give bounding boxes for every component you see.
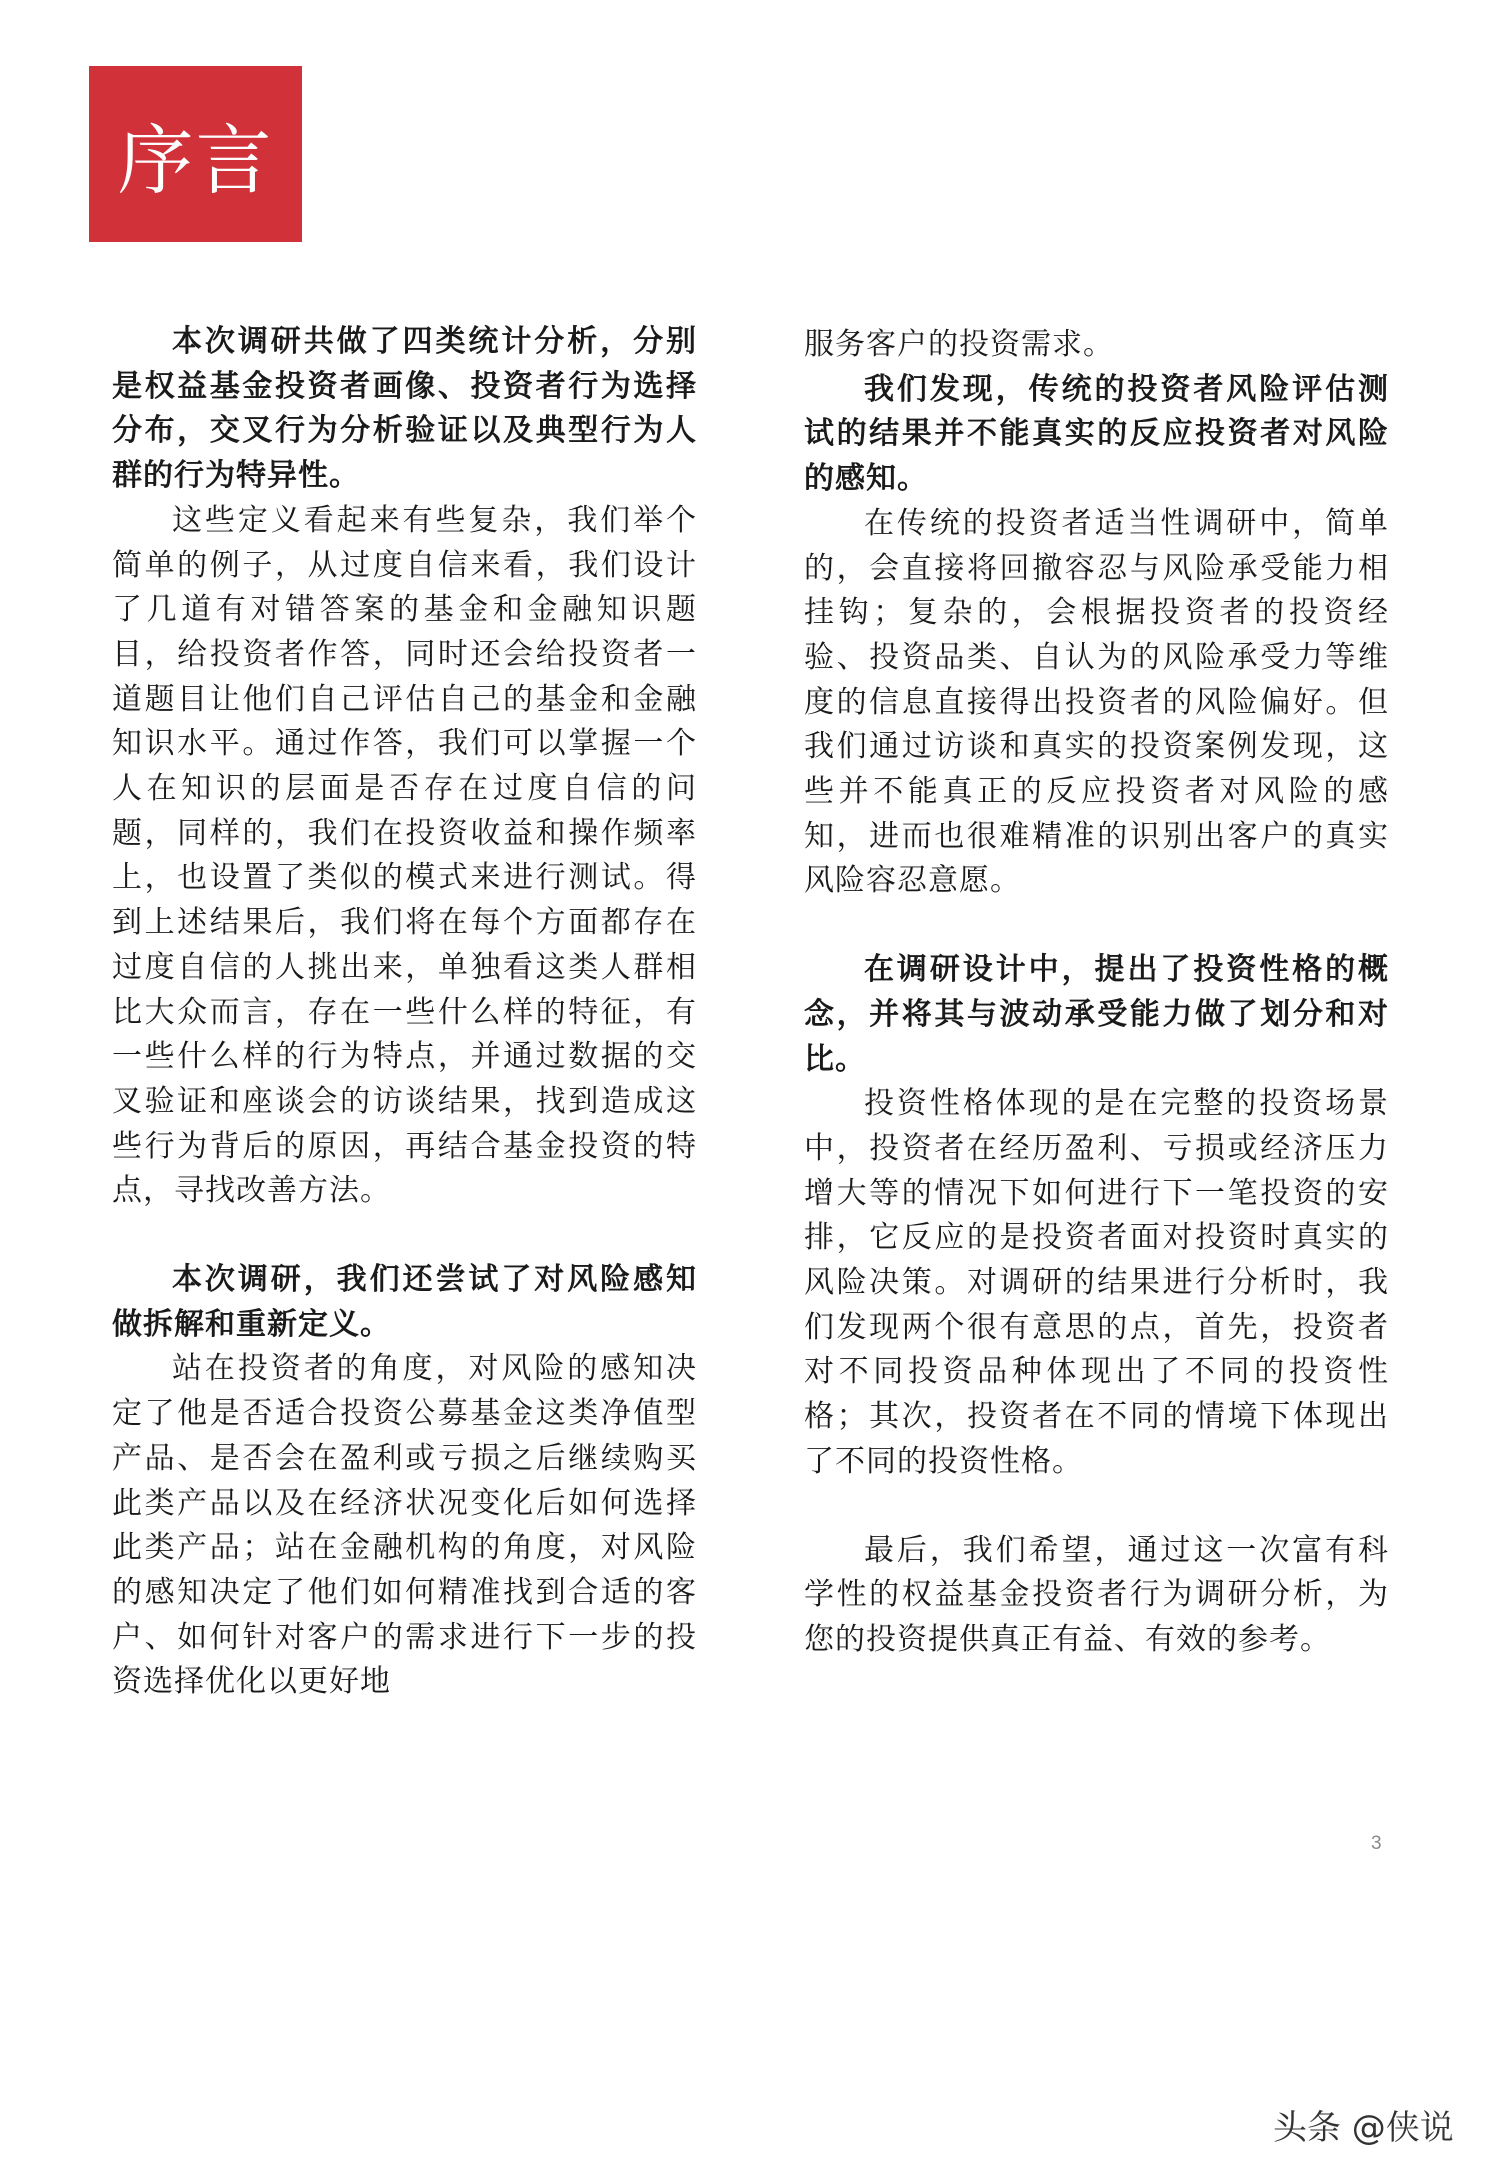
paragraph-gap [804, 1485, 1389, 1529]
paragraph: 在传统的投资者适当性调研中，简单的，会直接将回撤容忍与风险承受能力相挂钩；复杂的，会根据投资者的投资经验、投资品类、自认为的风险承受力等维度的信息直接得出投资者的风险偏好。但我们通过访谈和真实的投资案例发现，这些并不能真正的反应投资者对风险的感知，进而也很难精准的识别出客户的真实风险容忍意愿。 [804, 505, 1389, 899]
paragraph: 最后，我们希望，通过这一次富有科学性的权益基金投资者行为调研分析，为您的投资提供真正有益、有效的参考。 [804, 1532, 1389, 1657]
section-title: 序言 [89, 66, 302, 242]
right-column [804, 323, 1389, 1663]
paragraph: 本次调研共做了四类统计分析，分别是权益基金投资者画像、投资者行为选择分布，交叉行为分析验证以及典型行为人群的行为特异性。 [112, 324, 697, 494]
paragraph: 这些定义看起来有些复杂，我们举个简单的例子，从过度自信来看，我们设计了几道有对错答案的基金和金融知识题目，给投资者作答，同时还会给投资者一道题目让他们自己评估自己的基金和金融知识水平。通过作答，我们可以掌握一个人在知识的层面是否存在过度自信的问题，同样的，我们在投资收益和操作频率上，也设置了类似的模式来进行测试。得到上述结果后，我们将在每个方面都存在过度自信的人挑出来，单独看这类人群相比大众而言，存在一些什么样的特征，有一些什么样的行为特点，并通过数据的交叉验证和座谈会的访谈结果，找到造成这些行为背后的原因，再结合基金投资的特点，寻找改善方法。 [112, 502, 697, 1209]
paragraph: 服务客户的投资需求。 [804, 327, 1114, 362]
page-number: 3 [1371, 1833, 1382, 1854]
paragraph: 本次调研，我们还尝试了对风险感知做拆解和重新定义。 [112, 1262, 697, 1342]
watermark: 头条 @侠说 [1273, 2108, 1454, 2148]
paragraph: 我们发现，传统的投资者风险评估测试的结果并不能真实的反应投资者对风险的感知。 [804, 371, 1389, 497]
left-column [112, 320, 697, 1705]
paragraph: 在调研设计中，提出了投资性格的概念，并将其与波动承受能力做了划分和对比。 [804, 952, 1389, 1077]
paragraph-gap [112, 1214, 697, 1258]
paragraph: 站在投资者的角度，对风险的感知决定了他是否适合投资公募基金这类净值型产品、是否会在盈利或亏损之后继续购买此类产品以及在经济状况变化后如何选择此类产品；站在金融机构的角度，对风险的感知决定了他们如何精准找到合适的客户、如何针对客户的需求进行下一步的投资选择优化以更好地 [112, 1351, 697, 1700]
paragraph-gap [804, 904, 1389, 948]
paragraph: 投资性格体现的是在完整的投资场景中，投资者在经历盈利、亏损或经济压力增大等的情况下如何进行下一笔投资的安排，它反应的是投资者面对投资时真实的风险决策。对调研的结果进行分析时，我们发现两个很有意思的点，首先，投资者对不同投资品种体现出了不同的投资性格；其次，投资者在不同的情境下体现出了不同的投资性格。 [804, 1086, 1389, 1479]
